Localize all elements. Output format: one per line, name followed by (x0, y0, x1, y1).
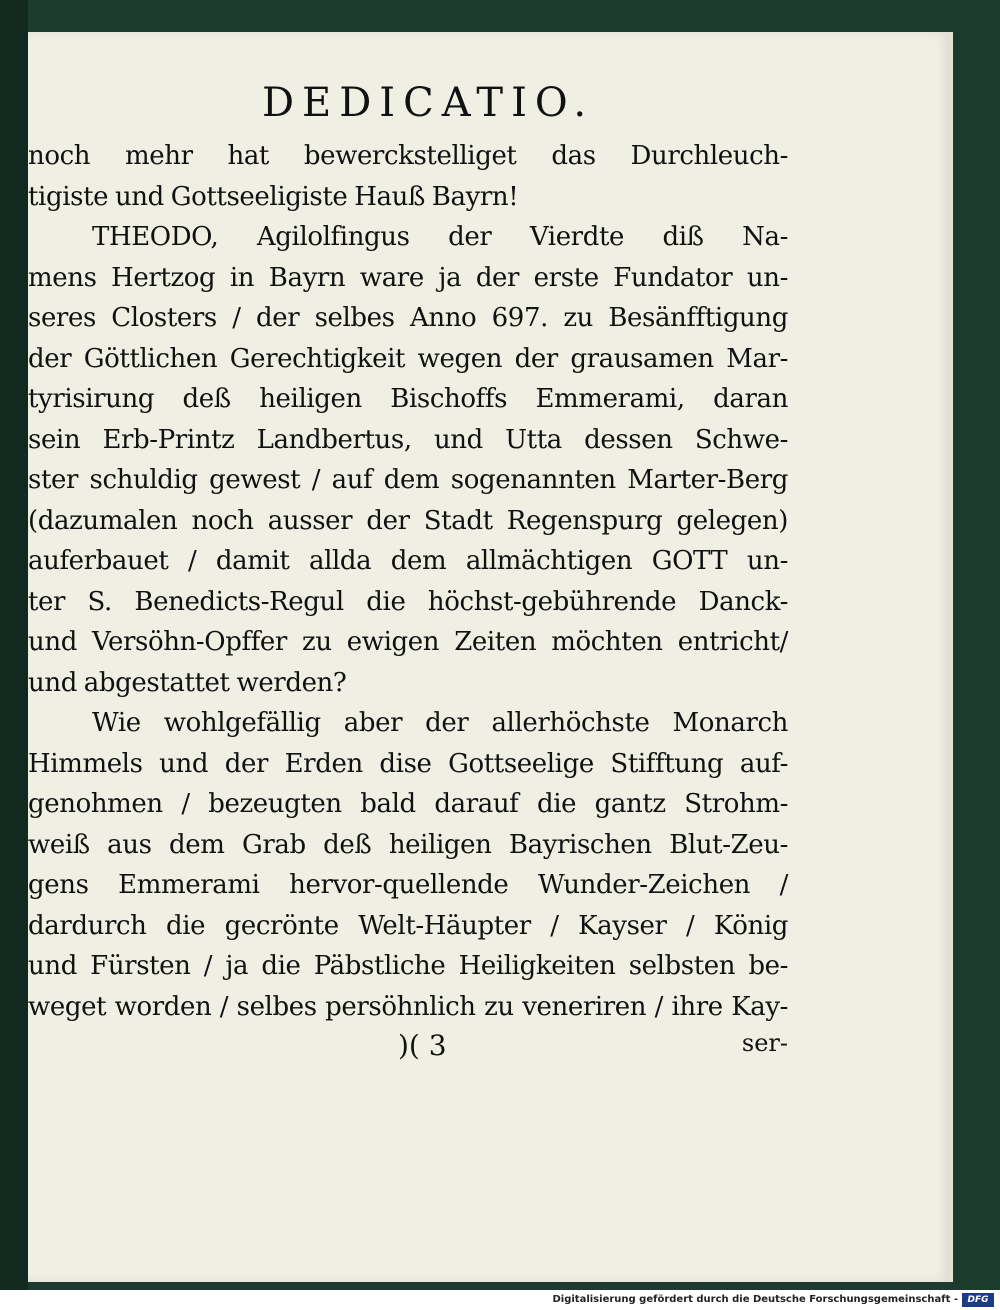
dfg-logo: DFG (962, 1293, 994, 1307)
text-line-4: mens Hertzog in Bayrn ware ja der erste Fundator un- (28, 262, 788, 293)
text-line-13: und Versöhn-Opffer zu ewigen Zeiten möchten entricht/ (28, 627, 788, 657)
catchword: ser- (741, 1029, 788, 1057)
text-line-6: der Göttlichen Gerechtigkeit wegen der grausamen Mar- (28, 343, 788, 374)
text-line-20: dardurch die gecrönte Welt-Häupter / Kayser / König (28, 910, 788, 941)
text-line-9: ster schuldig gewest / auf dem sogenannten Marter-Berg (28, 465, 788, 495)
dfg-credit-text: Digitalisierung gefördert durch die Deutsche Forschungsgemeinschaft - (552, 1294, 958, 1305)
text-line-16: Himmels und der Erden dise Gottseelige Stifftung auf- (28, 748, 788, 779)
text-line-19: gens Emmerami hervor-quellende Wunder-Zeichen / (28, 870, 788, 900)
text-line-3: THEODO, Agilolfingus der Vierdte diß Na- (92, 222, 788, 252)
page-footer-row (28, 1029, 788, 1069)
text-line-12: ter S. Benedicts-Regul die höchst-gebührende Danck- (28, 586, 788, 617)
text-line-7: tyrisirung deß heiligen Bischoffs Emmerami, daran (28, 384, 788, 414)
text-line-14: und abgestattet werden? (28, 667, 347, 698)
scan-left-edge (0, 0, 28, 1290)
text-line-17: genohmen / bezeugten bald darauf die gantz Strohm- (28, 789, 788, 819)
text-line-15: Wie wohlgefällig aber der allerhöchste Monarch (92, 708, 788, 738)
text-line-5: seres Closters / der selbes Anno 697. zu Besänfftigung (28, 303, 788, 333)
page-edge (950, 32, 953, 1282)
text-line-10: (dazumalen noch ausser der Stadt Regenspurg gelegen) (28, 505, 788, 536)
page-text (28, 42, 788, 1069)
text-line-18: weiß aus dem Grab deß heiligen Bayrischen Blut-Zeu- (28, 829, 788, 860)
text-line-21: und Fürsten / ja die Päbstliche Heiligkeiten selbsten be- (28, 951, 788, 981)
text-line-11: auferbauet / damit allda dem allmächtigen GOTT un- (28, 546, 788, 576)
text-line-22: weget worden / selbes persöhnlich zu veneriren / ihre Kay- (28, 991, 788, 1022)
text-line-1: noch mehr hat bewerckstelliget das Durchleuch- (28, 141, 788, 171)
text-line-2: tigiste und Gottseeligiste Hauß Bayrn! (28, 181, 519, 212)
page-heading: DEDICATIO. (261, 80, 595, 126)
signature-mark: )( 3 (398, 1029, 447, 1062)
text-line-8: sein Erb-Printz Landbertus, und Utta dessen Schwe- (28, 424, 788, 455)
